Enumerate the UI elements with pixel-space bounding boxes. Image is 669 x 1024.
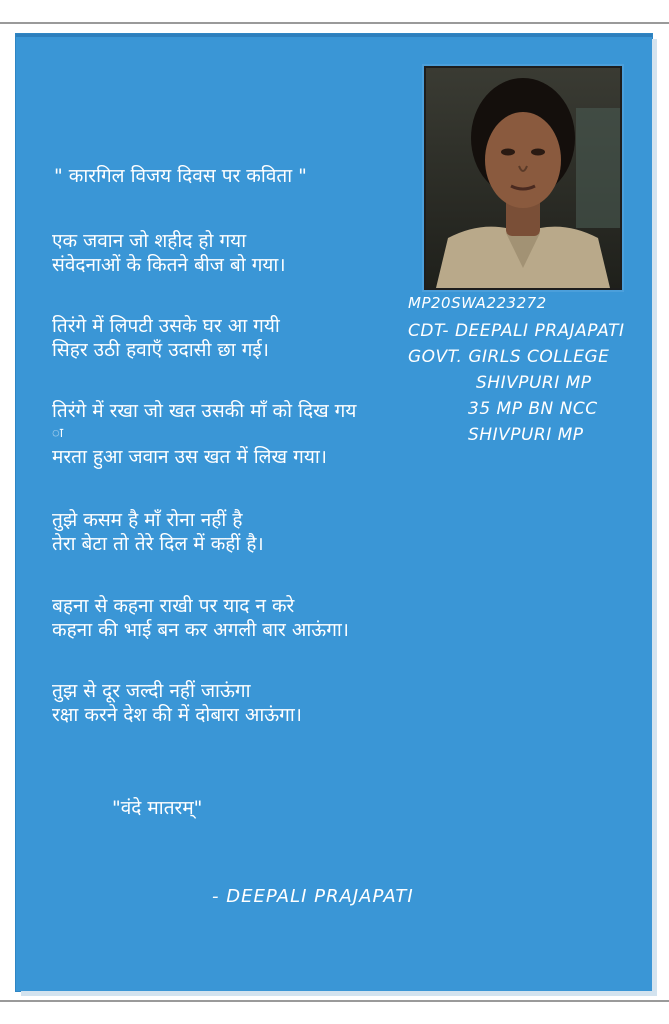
poem-line: एक जवान जो शहीद हो गया [52, 230, 247, 252]
stanza-1 [52, 229, 286, 277]
stanza-6 [52, 679, 302, 727]
credit-enrollment: MP20SWA223272 [408, 294, 547, 312]
bottom-frame-line [0, 1000, 669, 1002]
poem-card [16, 34, 652, 991]
top-frame-line [0, 22, 669, 24]
poem-line: बहना से कहना राखी पर याद न करे [52, 595, 295, 617]
credit-city: SHIVPURI MP [476, 373, 592, 393]
portrait-image [426, 68, 620, 288]
poem-line: संवेदनाओं के कितने बीज बो गया। [52, 254, 286, 276]
stanza-3 [52, 399, 356, 469]
stanza-2 [52, 314, 280, 362]
poem-line: तुझे कसम है माँ रोना नहीं है [52, 509, 243, 531]
poem-line: मरता हुआ जवान उस खत में लिख गया। [52, 446, 327, 468]
credit-battalion: 35 MP BN NCC [468, 399, 598, 419]
signature: - DEEPALI PRAJAPATI [212, 886, 414, 907]
poem-line: सिहर उठी हवाएँ उदासी छा गई। [52, 339, 269, 361]
poem-line: रक्षा करने देश की में दोबारा आऊंगा। [52, 704, 302, 726]
poem-line: तिरंगे में लिपटी उसके घर आ गयी [52, 315, 280, 337]
poem-title: " कारगिल विजय दिवस पर कविता " [54, 165, 307, 187]
poem-line: तुझ से दूर जल्दी नहीं जाऊंगा [52, 680, 251, 702]
credit-college: GOVT. GIRLS COLLEGE [408, 347, 610, 367]
cadet-photo [424, 66, 622, 290]
slogan: "वंदे मातरम्" [112, 797, 203, 819]
credit-name: CDT- DEEPALI PRAJAPATI [408, 321, 625, 341]
stanza-5 [52, 594, 349, 642]
poem-line: तिरंगे में रखा जो खत उसकी माँ को दिख गय [52, 400, 357, 422]
poem-line: तेरा बेटा तो तेरे दिल में कहीं है। [52, 533, 264, 555]
poem-line: ा [52, 426, 64, 441]
poem-line: कहना की भाई बन कर अगली बार आऊंगा। [52, 619, 350, 641]
credit-city-2: SHIVPURI MP [468, 425, 584, 445]
stanza-4 [52, 508, 264, 556]
